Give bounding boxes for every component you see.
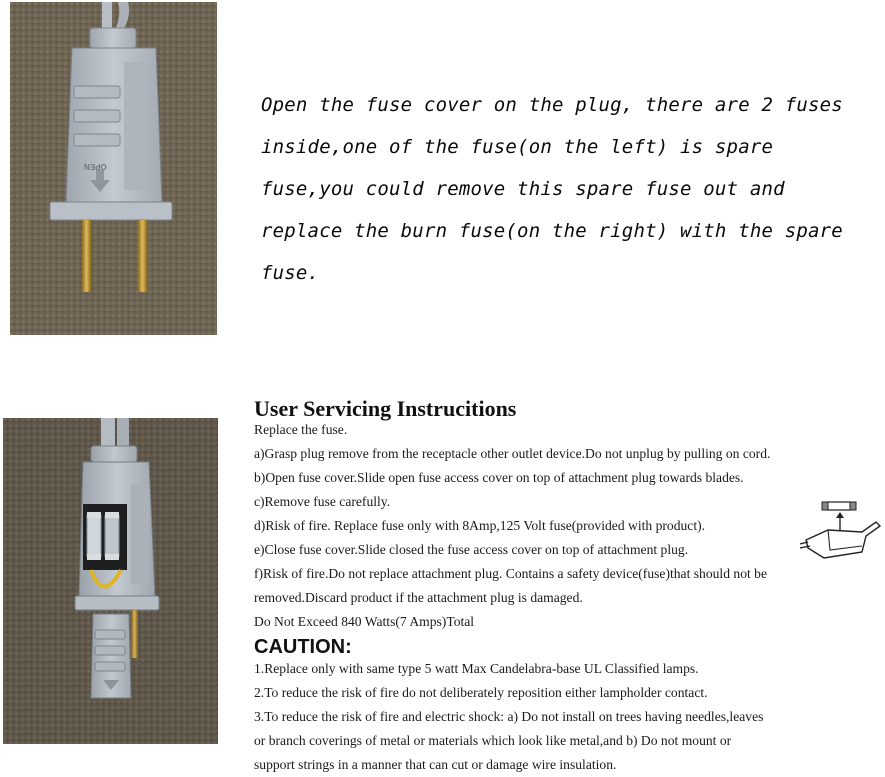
servicing-line: Do Not Exceed 840 Watts(7 Amps)Total [254, 614, 475, 629]
caution-line: 3.To reduce the risk of fire and electric shock: a) Do not install on trees having needles,leaves [254, 709, 764, 724]
closed-plug-photo [10, 2, 217, 335]
servicing-line: a)Grasp plug remove from the receptacle other outlet device.Do not unplug by pulling on cord. [254, 446, 771, 461]
caution-title: CAUTION: [254, 636, 352, 658]
servicing-line: c)Remove fuse carefully. [254, 494, 391, 509]
intro-line: fuse,you could remove this spare fuse out and [261, 178, 785, 200]
intro-line: Open the fuse cover on the plug, there are 2 fuses [261, 94, 843, 116]
servicing-line: b)Open fuse cover.Slide open fuse access cover on top of attachment plug towards blades. [254, 470, 744, 485]
fuse-diagram [800, 500, 882, 562]
fuse-intro-text [261, 84, 881, 294]
caution-line: support strings in a manner that can cut or damage wire insulation. [254, 757, 617, 772]
caution-line: 1.Replace only with same type 5 watt Max Candelabra-base UL Classified lamps. [254, 661, 699, 676]
servicing-line: f)Risk of fire.Do not replace attachment plug. Contains a safety device(fuse)that should not be [254, 566, 768, 581]
servicing-line: removed.Discard product if the attachment plug is damaged. [254, 590, 583, 605]
intro-line: replace the burn fuse(on the right) with the spare [261, 220, 843, 242]
open-label: OPEN [84, 162, 107, 171]
caution-line: or branch coverings of metal or materials which look like metal,and b) Do not mount or [254, 733, 732, 748]
servicing-line: Replace the fuse. [254, 422, 348, 437]
intro-line: inside,one of the fuse(on the left) is spare [261, 136, 774, 158]
caution-line: 2.To reduce the risk of fire do not deliberately reposition either lampholder contact. [254, 685, 708, 700]
open-plug-photo [3, 418, 218, 744]
servicing-line: e)Close fuse cover.Slide closed the fuse access cover on top of attachment plug. [254, 542, 689, 557]
intro-line: fuse. [261, 262, 320, 284]
servicing-line: d)Risk of fire. Replace fuse only with 8Amp,125 Volt fuse(provided with product). [254, 518, 706, 533]
servicing-title: User Servicing Instrucitions [254, 396, 517, 421]
